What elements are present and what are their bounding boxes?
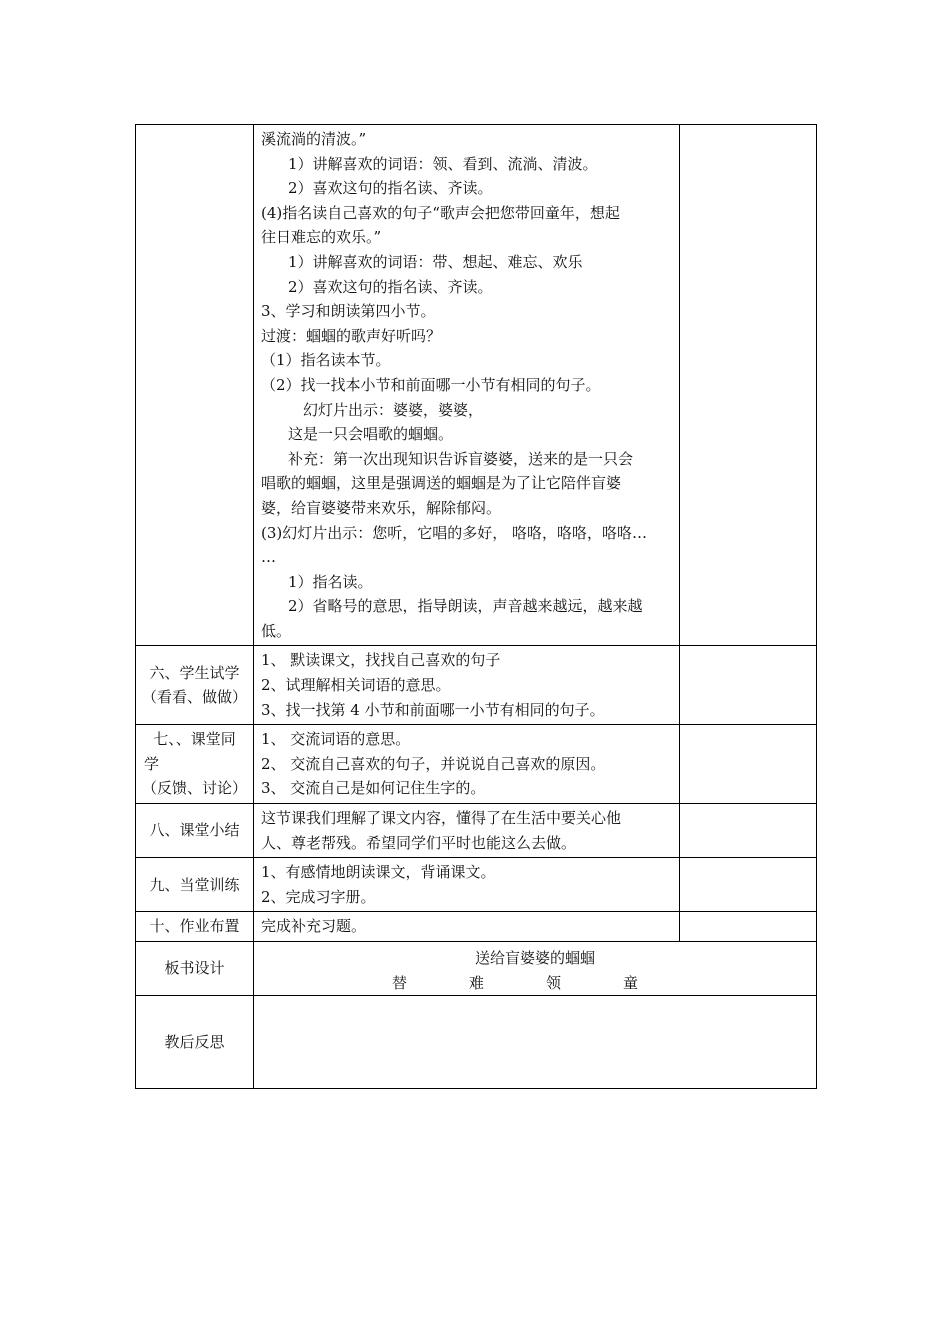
text-line: 2）省略号的意思，指导朗读，声音越来越远，越来越 [288, 597, 643, 616]
step-label-line: 十、作业布置 [149, 917, 240, 936]
step-label-line: （看看、做做） [141, 688, 247, 707]
text-line: 2、试理解相关词语的意思。 [261, 676, 451, 695]
text-line: 1）讲解喜欢的词语：带、想起、难忘、欢乐 [288, 252, 583, 271]
step-notes-cell [680, 804, 817, 858]
reflection-content [254, 996, 817, 1089]
step-content-cell [254, 804, 680, 858]
step-label-line: 学 [144, 754, 160, 773]
step-content-cell [254, 725, 680, 804]
text-line: 1）讲解喜欢的词语：领、看到、流淌、清波。 [288, 154, 598, 173]
text-line: 1、 默读课文，找找自己喜欢的句子 [261, 651, 501, 670]
text-line: (4)指名读自己喜欢的句子“歌声会把您带回童年，想起 [261, 203, 620, 222]
step-content-cell [254, 912, 680, 942]
step-label-cell [136, 725, 254, 804]
text-line: 溪流淌的清波。” [261, 130, 367, 148]
step-label-line: 九、当堂训练 [149, 875, 240, 894]
continuation-notes-cell [680, 125, 817, 646]
step-row-homework [136, 912, 817, 942]
step-label-cell [136, 858, 254, 912]
step-label-line: 六、学生试学 [149, 663, 240, 682]
step-label-cell [136, 646, 254, 725]
text-line: 这是一只会唱歌的蝈蝈。 [288, 425, 454, 444]
text-line: 1）指名读。 [288, 572, 373, 591]
text-line: 往日难忘的欢乐。” [261, 228, 382, 247]
text-line: （2）找一找本小节和前面哪一小节有相同的句子。 [261, 375, 601, 394]
text-line: 这节课我们理解了课文内容，懂得了在生活中要关心他 [261, 809, 622, 828]
board-words [214, 971, 816, 996]
step-row-student-trial [136, 646, 817, 725]
step-notes-cell [680, 725, 817, 804]
text-line: 3、 交流自己是如何记住生字的。 [261, 779, 486, 798]
text-line: 唱歌的蝈蝈，这里是强调送的蝈蝈是为了让它陪伴盲婆 [261, 474, 622, 493]
text-line: 2、 交流自己喜欢的句子，并说说自己喜欢的原因。 [261, 754, 606, 773]
text-line: 3、找一找第 4 小节和前面哪一小节有相同的句子。 [261, 700, 605, 719]
board-word: 替 [391, 973, 407, 992]
step-label-cell [136, 804, 254, 858]
text-line: 完成补充习题。 [261, 917, 367, 936]
text-line: 过渡：蝈蝈的歌声好听吗？ [261, 326, 442, 345]
step-row-class-discussion [136, 725, 817, 804]
text-line: 2）喜欢这句的指名读、齐读。 [288, 277, 493, 296]
text-line: 幻灯片出示：婆婆，婆婆， [303, 400, 484, 419]
text-line: 2、完成习字册。 [261, 887, 376, 906]
board-title: 送给盲婆婆的蝈蝈 [474, 949, 595, 967]
board-design-label: 板书设计 [136, 942, 254, 996]
board-design-content [254, 942, 817, 996]
text-line: 1、 交流词语的意思。 [261, 730, 411, 749]
step-label-cell [136, 912, 254, 942]
text-line: 3、学习和朗读第四小节。 [261, 302, 436, 321]
step-notes-cell [680, 912, 817, 942]
board-word: 难 [468, 973, 484, 992]
step-label-line: （反馈、讨论） [141, 779, 247, 798]
step-row-summary [136, 804, 817, 858]
text-line: 低。 [261, 621, 292, 640]
step-notes-cell [680, 858, 817, 912]
text-line: … [261, 548, 276, 567]
text-line: 人、尊老帮残。希望同学们平时也能这么去做。 [261, 833, 577, 852]
board-design-row [136, 942, 817, 996]
text-line: 1、有感情地朗读课文，背诵课文。 [261, 863, 496, 882]
step-row-practice [136, 858, 817, 912]
step-content-cell [254, 646, 680, 725]
continuation-row [136, 125, 817, 646]
reflection-row [136, 996, 817, 1089]
text-line: 补充：第一次出现知识告诉盲婆婆，送来的是一只会 [288, 449, 634, 468]
board-word: 领 [546, 973, 562, 992]
step-label-line: 八、课堂小结 [149, 821, 240, 840]
text-line: （1）指名读本节。 [261, 351, 391, 370]
continuation-content-cell [254, 125, 680, 646]
continuation-label-cell [136, 125, 254, 646]
lesson-plan-table [135, 124, 817, 1089]
step-notes-cell [680, 646, 817, 725]
text-line: (3)幻灯片出示：您听，它唱的多好， 咯咯，咯咯，咯咯… [261, 523, 648, 542]
board-word: 童 [623, 973, 639, 992]
step-label-line: 七、、课堂同 [153, 730, 236, 749]
text-line: 2）喜欢这句的指名读、齐读。 [288, 179, 493, 198]
step-content-cell [254, 858, 680, 912]
reflection-label: 教后反思 [136, 996, 254, 1089]
text-line: 婆，给盲婆婆带来欢乐，解除郁闷。 [261, 498, 502, 517]
